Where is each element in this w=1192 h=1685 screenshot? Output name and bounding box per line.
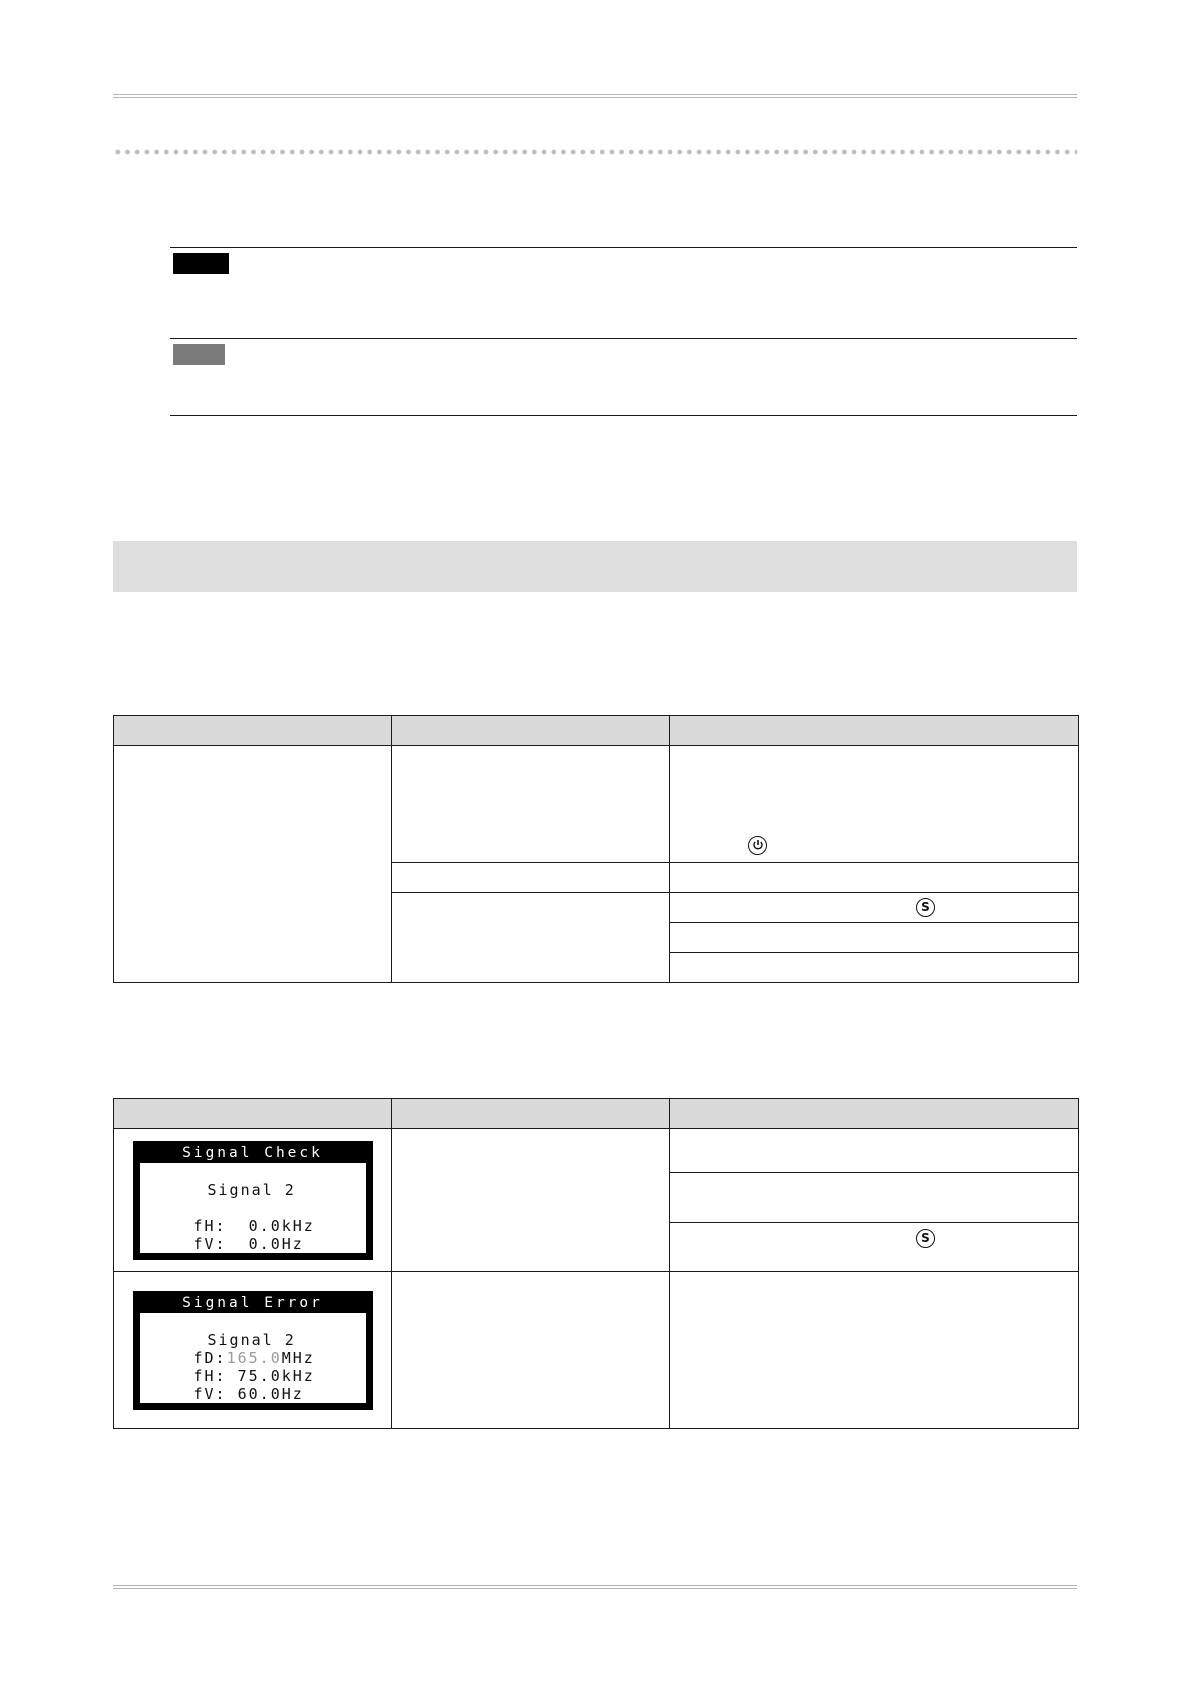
- remedy-cell: [670, 746, 1079, 863]
- remedy-cell: [670, 1272, 1079, 1429]
- remedy-cell: [670, 923, 1079, 953]
- header-cell-status: [392, 716, 670, 746]
- header-rule: [113, 94, 1077, 98]
- remedy-cell: [670, 1129, 1079, 1173]
- header-cell-problem: [114, 716, 392, 746]
- header-cell-remedy: [670, 716, 1079, 746]
- osd-fd-unit: MHz: [281, 1348, 315, 1367]
- dotted-divider: [113, 148, 1077, 156]
- table-row: [114, 1129, 1079, 1173]
- signal-button-icon: S: [916, 898, 935, 917]
- osd-fh-line: [140, 1367, 366, 1385]
- osd-fv-label: fV:: [193, 1234, 249, 1253]
- table-row: [114, 746, 1079, 863]
- attention-badge: [173, 253, 229, 274]
- troubleshooting-table-no-picture: [113, 715, 1079, 983]
- osd-title: Signal Check: [182, 1144, 323, 1161]
- note-box-bottom-rule: [170, 415, 1077, 416]
- status-cell: [392, 746, 670, 863]
- remedy-cell: [670, 953, 1079, 983]
- remedy-cell: [670, 893, 1079, 923]
- header-cell-remedy: [670, 1099, 1079, 1129]
- osd-fv-value: 60.0Hz: [237, 1384, 304, 1403]
- status-cell: [392, 893, 670, 983]
- status-cell: [392, 863, 670, 893]
- osd-fv-value: 0.0Hz: [248, 1234, 304, 1253]
- osd-title: Signal Error: [182, 1294, 323, 1311]
- osd-line: [140, 1313, 366, 1331]
- status-cell: [392, 1129, 670, 1272]
- section-banner: [113, 541, 1077, 592]
- osd-fh-label: fH:: [193, 1366, 238, 1385]
- osd-fh-value: 0.0kHz: [248, 1216, 315, 1235]
- osd-fd-value: 165.0: [226, 1348, 282, 1367]
- osd-fv-label: fV:: [193, 1384, 238, 1403]
- remedy-cell: [670, 863, 1079, 893]
- osd-fh-value: 75.0kHz: [237, 1366, 315, 1385]
- osd-fv-line: [140, 1235, 366, 1253]
- osd-signal-label: Signal 2: [207, 1330, 296, 1349]
- osd-signal-label: Signal 2: [207, 1180, 296, 1199]
- header-cell-status: [392, 1099, 670, 1129]
- osd-signal-error: [133, 1291, 373, 1410]
- troubleshooting-table-messages: [113, 1098, 1079, 1429]
- osd-fh-label: fH:: [193, 1216, 249, 1235]
- osd-fd-label: fD:: [193, 1348, 227, 1367]
- power-icon: [748, 836, 767, 855]
- footer-rule: [113, 1585, 1077, 1589]
- header-cell-problem: [114, 1099, 392, 1129]
- remedy-cell: [670, 1223, 1079, 1272]
- osd-body: [140, 1313, 366, 1403]
- status-cell: [392, 1272, 670, 1429]
- osd-fv-line: [140, 1385, 366, 1403]
- osd-signal-check: [133, 1141, 373, 1260]
- note-box-middle-rule: [170, 338, 1077, 339]
- osd-screen-cell: [114, 1272, 392, 1429]
- table-row: [114, 1272, 1079, 1429]
- table-header-row: [114, 1099, 1079, 1129]
- table-header-row: [114, 716, 1079, 746]
- osd-line: [140, 1199, 366, 1217]
- osd-screen-cell: [114, 1129, 392, 1272]
- osd-fd-line: [140, 1349, 366, 1367]
- remedy-cell: [670, 1173, 1079, 1223]
- signal-button-icon: S: [916, 1229, 935, 1248]
- osd-fh-line: [140, 1217, 366, 1235]
- problem-cell: [114, 746, 392, 983]
- osd-body: [140, 1163, 366, 1253]
- note-box-top-rule: [170, 247, 1077, 248]
- osd-line: [140, 1163, 366, 1181]
- note-badge: [173, 344, 225, 365]
